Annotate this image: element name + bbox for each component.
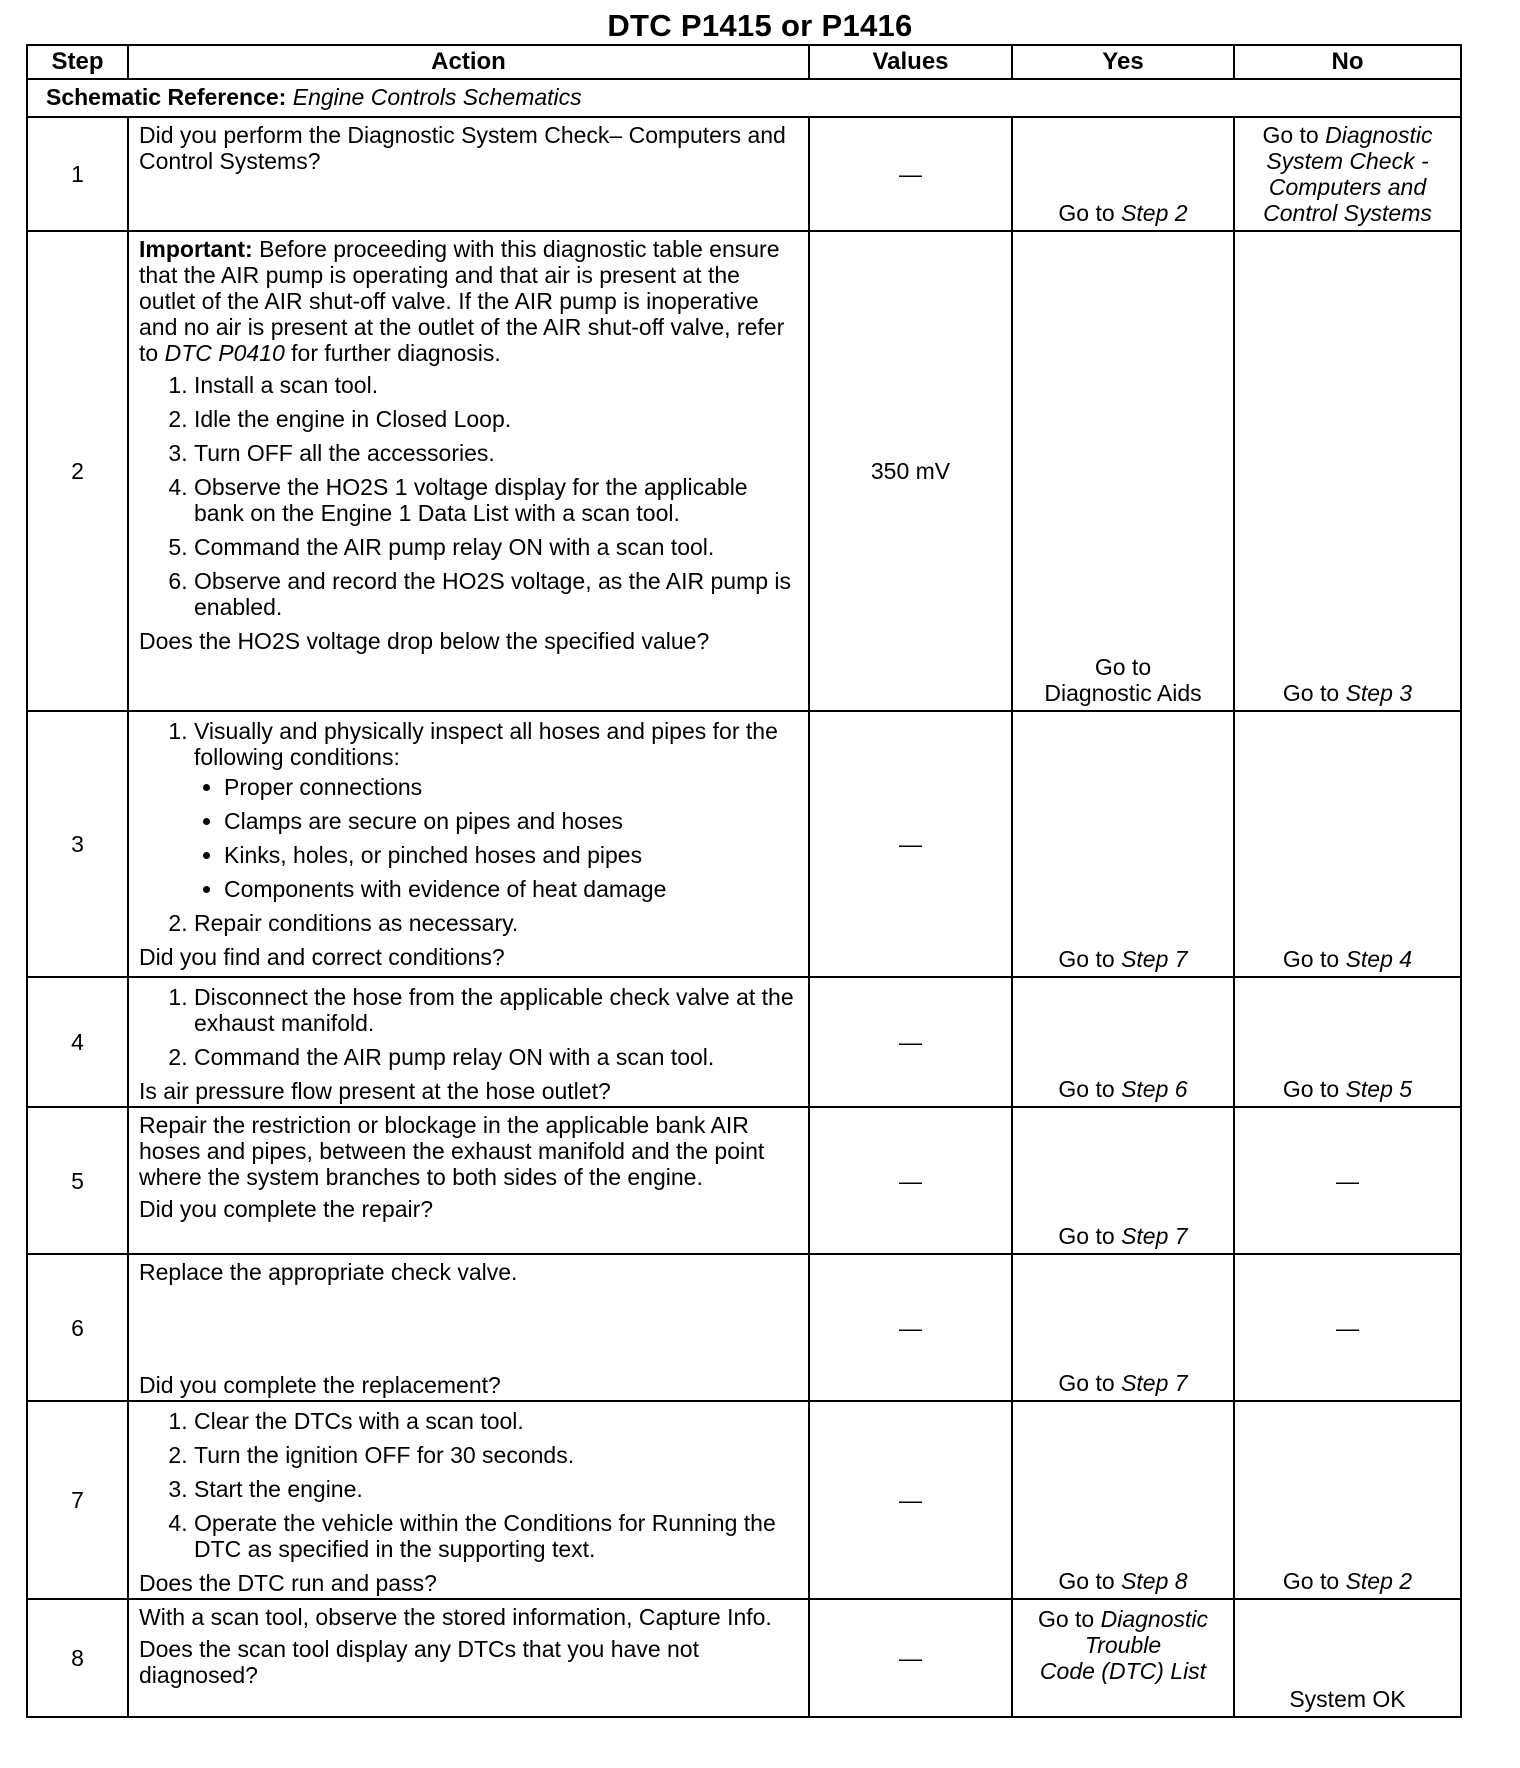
yes-link[interactable]: Step 8 (1121, 1568, 1188, 1594)
no-cell (1234, 1599, 1461, 1717)
yes-link-line[interactable]: Diagnostic (1100, 1606, 1209, 1632)
table-row (27, 711, 1461, 977)
yes-link[interactable]: Step 6 (1121, 1076, 1188, 1102)
no-link[interactable]: Step 5 (1345, 1076, 1413, 1102)
question-text: Does the DTC run and pass? (139, 1570, 437, 1596)
list-item: 6. Observe and record the HO2S voltage, as the AIR pump is enabled. (194, 568, 800, 620)
schematic-row (27, 79, 1461, 117)
important-label: Important: (139, 236, 253, 262)
list-item: 5. Command the AIR pump relay ON with a scan tool. (194, 534, 800, 560)
list-item: 2. Turn the ignition OFF for 30 seconds. (194, 1442, 800, 1468)
bullet-item: • Kinks, holes, or pinched hoses and pipes (224, 842, 800, 868)
list-item: 1. Clear the DTCs with a scan tool. (194, 1408, 800, 1434)
header-values: Values (809, 45, 1012, 79)
yes-link[interactable]: Step 7 (1121, 1370, 1188, 1396)
list-item: 2. Repair conditions as necessary. (194, 910, 800, 936)
step-number: 8 (27, 1599, 128, 1717)
header-action: Action (128, 45, 809, 79)
go-to-text: Go to (1282, 1076, 1346, 1102)
step-number: 6 (27, 1254, 128, 1401)
yes-cell (1012, 1599, 1234, 1717)
no-link[interactable]: Step 2 (1345, 1568, 1413, 1594)
table-row (27, 1599, 1461, 1717)
value-cell: — (809, 711, 1012, 977)
bullet-item: • Components with evidence of heat damage (224, 876, 800, 902)
list-item: 4. Operate the vehicle within the Conditions for Running the DTC as specified in the supporting text. (194, 1510, 800, 1562)
go-to-text: Go to (1094, 654, 1152, 680)
list-item: 1. Install a scan tool. (194, 372, 800, 398)
action-cell (128, 1599, 809, 1717)
list-item: 4. Observe the HO2S 1 voltage display for the applicable bank on the Engine 1 Data List with a scan tool. (194, 474, 800, 526)
header-step: Step (27, 45, 128, 79)
value-cell: — (809, 1254, 1012, 1401)
system-ok-text: System OK (1289, 1686, 1406, 1712)
action-cell (128, 977, 809, 1107)
yes-cell (1012, 977, 1234, 1107)
table-row (27, 117, 1461, 231)
schematic-reference (27, 79, 1461, 117)
yes-cell (1012, 1401, 1234, 1599)
list-item: 3. Turn OFF all the accessories. (194, 440, 800, 466)
table-row (27, 231, 1461, 711)
question-text: Did you complete the repair? (139, 1196, 434, 1222)
no-cell (1234, 711, 1461, 977)
yes-link[interactable]: Step 2 (1121, 200, 1188, 226)
procedure-list (139, 984, 800, 1070)
procedure-list (139, 1408, 800, 1562)
yes-cell (1012, 1254, 1234, 1401)
diagnostic-aids-link[interactable]: Diagnostic Aids (1044, 680, 1202, 706)
action-text: Repair the restriction or blockage in the applicable bank AIR hoses and pipes, between the exhaust manifold and the point where the system branches to both sides of the engine. (139, 1112, 765, 1190)
header-row (27, 45, 1461, 79)
question-text: Did you find and correct conditions? (139, 944, 505, 970)
action-text: Did you perform the Diagnostic System Check– Computers and Control Systems? (139, 122, 786, 174)
important-text-end: for further diagnosis. (284, 340, 501, 366)
go-to-text: Go to (1058, 1076, 1122, 1102)
yes-cell (1012, 231, 1234, 711)
diagnostic-table (26, 44, 1462, 1718)
action-cell (128, 117, 809, 231)
step-number: 2 (27, 231, 128, 711)
no-link-line[interactable]: Computers and (1268, 174, 1427, 200)
yes-link-line[interactable]: Trouble (1084, 1632, 1162, 1658)
dtc-p0410-link[interactable]: DTC P0410 (164, 340, 285, 366)
step-number: 1 (27, 117, 128, 231)
yes-cell (1012, 117, 1234, 231)
no-link-line[interactable]: Diagnostic (1325, 122, 1433, 148)
action-cell (128, 711, 809, 977)
page-title: DTC P1415 or P1416 (607, 8, 913, 43)
yes-link[interactable]: Step 7 (1121, 946, 1188, 972)
action-cell (128, 1401, 809, 1599)
value-cell: — (809, 977, 1012, 1107)
important-note (139, 236, 800, 366)
step-number: 7 (27, 1401, 128, 1599)
go-to-text: Go to (1262, 122, 1326, 148)
list-item (194, 718, 800, 902)
condition-list (194, 774, 800, 902)
header-yes: Yes (1012, 45, 1234, 79)
list-item: 2. Command the AIR pump relay ON with a scan tool. (194, 1044, 800, 1070)
action-cell (128, 1107, 809, 1254)
question-text: Does the HO2S voltage drop below the specified value? (139, 628, 710, 654)
yes-cell (1012, 711, 1234, 977)
no-cell (1234, 231, 1461, 711)
no-cell: — (1234, 1107, 1461, 1254)
action-text: With a scan tool, observe the stored information, Capture Info. (139, 1604, 772, 1630)
question-text: Is air pressure flow present at the hose outlet? (139, 1078, 611, 1104)
value-cell: — (809, 1107, 1012, 1254)
go-to-text: Go to (1282, 946, 1346, 972)
question-text: Does the scan tool display any DTCs that you have not diagnosed? (139, 1636, 699, 1688)
go-to-text: Go to (1037, 1606, 1101, 1632)
action-text: Replace the appropriate check valve. (139, 1259, 518, 1285)
procedure-list (139, 372, 800, 620)
go-to-text: Go to (1058, 200, 1122, 226)
table-row (27, 1107, 1461, 1254)
list-item: 2. Idle the engine in Closed Loop. (194, 406, 800, 432)
no-cell (1234, 977, 1461, 1107)
go-to-text: Go to (1058, 1568, 1122, 1594)
value-cell: — (809, 1599, 1012, 1717)
list-item: 3. Start the engine. (194, 1476, 800, 1502)
no-link[interactable]: Step 3 (1345, 680, 1413, 706)
list-item-text: Visually and physically inspect all hoses and pipes for the following conditions: (194, 718, 778, 770)
no-link[interactable]: Step 4 (1345, 946, 1413, 972)
action-cell (128, 1254, 809, 1401)
no-cell: — (1234, 1254, 1461, 1401)
value-cell: 350 mV (809, 231, 1012, 711)
value-cell: — (809, 1401, 1012, 1599)
table-row (27, 1254, 1461, 1401)
step-number: 5 (27, 1107, 128, 1254)
procedure-list (139, 718, 800, 936)
no-link-line[interactable]: Control Systems (1263, 200, 1432, 226)
go-to-text: Go to (1058, 1223, 1122, 1249)
header-no: No (1234, 45, 1461, 79)
no-link-line[interactable]: System Check - (1266, 148, 1429, 174)
yes-link[interactable]: Step 7 (1121, 1223, 1188, 1249)
question-text: Did you complete the replacement? (139, 1372, 501, 1398)
schematic-link[interactable]: Engine Controls Schematics (292, 84, 582, 110)
table-row (27, 977, 1461, 1107)
go-to-text: Go to (1282, 1568, 1346, 1594)
important-text: Before proceeding with this diagnostic table ensure that the AIR pump is operating and that air is present at the outlet of the AIR shut-off valve. If the AIR pump is inoperative and no air is present at the outlet of the AIR shut-off valve, refer to (139, 236, 785, 366)
go-to-text: Go to (1058, 1370, 1122, 1396)
no-cell (1234, 117, 1461, 231)
go-to-text: Go to (1058, 946, 1122, 972)
list-item: 1. Disconnect the hose from the applicable check valve at the exhaust manifold. (194, 984, 800, 1036)
table-row (27, 1401, 1461, 1599)
no-cell (1234, 1401, 1461, 1599)
yes-link-line[interactable]: Code (DTC) List (1039, 1658, 1207, 1684)
bullet-item: • Clamps are secure on pipes and hoses (224, 808, 800, 834)
go-to-text: Go to (1282, 680, 1346, 706)
step-number: 3 (27, 711, 128, 977)
schematic-label: Schematic Reference: (46, 84, 287, 110)
action-cell (128, 231, 809, 711)
bullet-item: • Proper connections (224, 774, 800, 800)
yes-cell (1012, 1107, 1234, 1254)
step-number: 4 (27, 977, 128, 1107)
value-cell: — (809, 117, 1012, 231)
